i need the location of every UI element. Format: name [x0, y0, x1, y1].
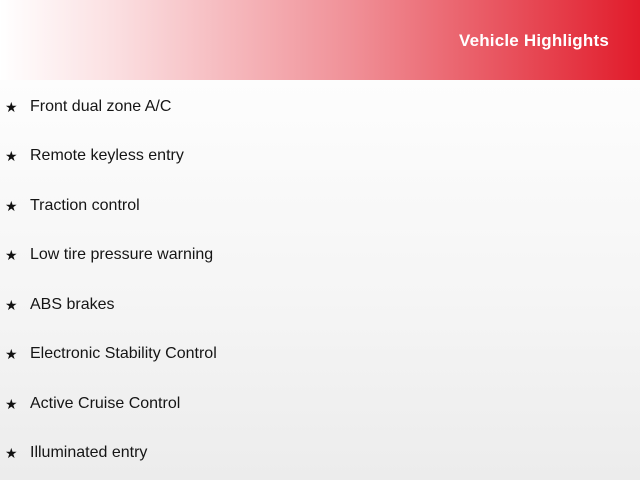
feature-label: Electronic Stability Control [30, 345, 217, 363]
page-title: Vehicle Highlights [458, 30, 609, 50]
list-item [0, 330, 640, 380]
list-item [0, 231, 640, 281]
list-item [0, 429, 640, 479]
feature-label: ABS brakes [30, 295, 115, 313]
feature-label: Low tire pressure warning [30, 246, 214, 264]
highlights-list [0, 80, 640, 480]
feature-label: Traction control [30, 196, 140, 214]
star-icon: ★ [5, 395, 18, 412]
star-icon: ★ [5, 445, 18, 462]
feature-label: Front dual zone A/C [30, 97, 172, 115]
feature-label: Remote keyless entry [30, 147, 184, 165]
list-item [0, 181, 640, 231]
list-item [0, 82, 640, 132]
star-icon: ★ [5, 98, 18, 115]
feature-label: Illuminated entry [30, 444, 148, 462]
feature-label: Active Cruise Control [30, 394, 181, 412]
list-item [0, 379, 640, 429]
star-icon: ★ [5, 197, 18, 214]
list-item [0, 132, 640, 182]
star-icon: ★ [5, 247, 18, 264]
star-icon: ★ [5, 148, 18, 165]
header [0, 0, 640, 80]
star-icon: ★ [5, 346, 18, 363]
star-icon: ★ [5, 296, 18, 313]
list-item [0, 280, 640, 330]
